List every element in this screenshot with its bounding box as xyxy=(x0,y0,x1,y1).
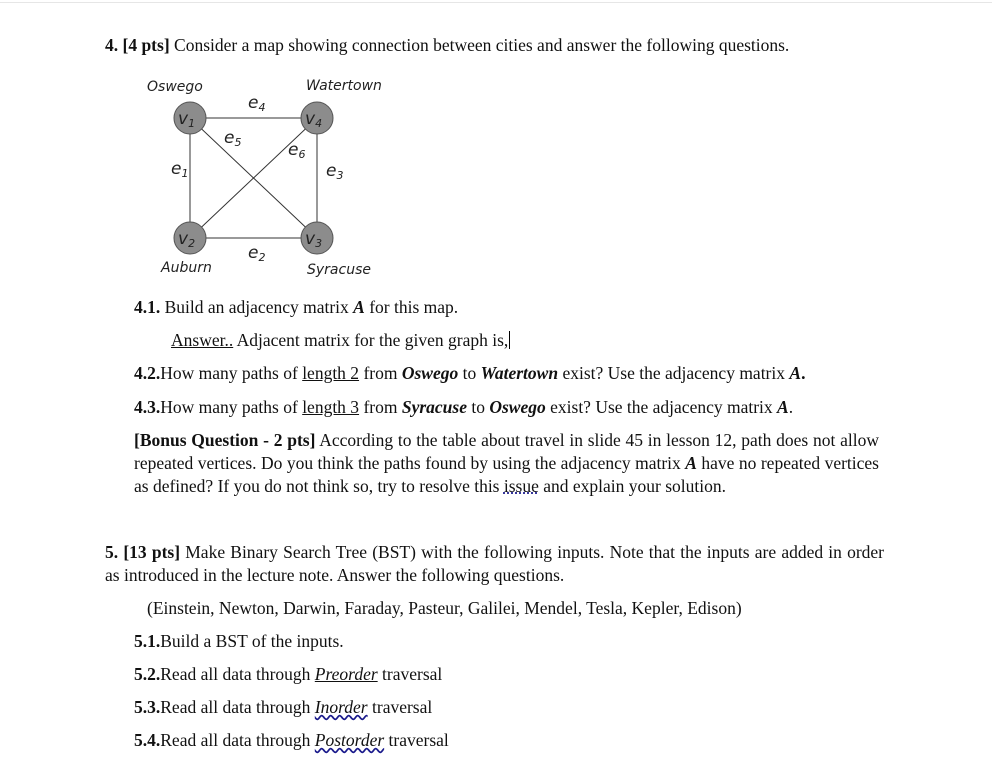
vertex-v3 xyxy=(301,222,333,254)
q5-4-text-a: Read all data through xyxy=(160,730,315,750)
answer-text: Adjacent matrix for the given graph is, xyxy=(233,330,509,350)
q5-3-text-b: traversal xyxy=(367,697,433,717)
edge-label-e5: e5 xyxy=(224,128,242,149)
q4-2-text-d: exist? Use the adjacency matrix xyxy=(558,363,790,383)
q4-3-to: Oswego xyxy=(489,397,546,417)
q5-4-text-b: traversal xyxy=(384,730,449,750)
q5-1-number: 5.1. xyxy=(134,631,161,651)
bonus-text-b: have no repeated vertices as defined? If you do not think so, try to resolve this xyxy=(134,453,879,496)
q4-2-var: A xyxy=(789,363,802,383)
q4-2 xyxy=(134,362,805,384)
q4-points: [4 pts] xyxy=(122,35,170,55)
q4-2-text-b: from xyxy=(359,363,402,383)
q4-1 xyxy=(134,296,458,318)
q4-2-length: length 2 xyxy=(302,363,360,383)
svg-text:v4: v4 xyxy=(305,109,323,130)
svg-text:v2: v2 xyxy=(178,229,196,250)
city-label-syracuse: Syracuse xyxy=(307,262,371,278)
q4-3-var: A xyxy=(777,397,789,417)
bonus-question xyxy=(134,429,879,498)
q4-3 xyxy=(134,396,793,418)
answer-label: Answer.. xyxy=(171,330,234,350)
q5-number: 5. xyxy=(105,542,119,562)
q5-4 xyxy=(134,729,449,751)
q5-points: [13 pts] xyxy=(123,542,181,562)
q5-2-number: 5.2. xyxy=(134,664,161,684)
city-label-oswego: Oswego xyxy=(147,79,203,95)
q4-3-from: Syracuse xyxy=(401,397,467,417)
q4-2-text-c: to xyxy=(458,363,481,383)
q5-prompt: Make Binary Search Tree (BST) with the following inputs. Note that the inputs are added in order as introduced in the lecture note. Answer the following questions. xyxy=(105,542,885,585)
q4-prompt: Consider a map showing connection between cities and answer the following questions. xyxy=(174,35,790,55)
q5-2 xyxy=(134,663,442,685)
q4-1-number: 4.1. xyxy=(134,297,161,317)
vertex-v4 xyxy=(301,102,333,134)
q5-3-number: 5.3. xyxy=(134,697,161,717)
q5-3-term: Inorder xyxy=(314,697,368,717)
q4-3-text-c: to xyxy=(466,397,490,417)
q4-2-number: 4.2. xyxy=(134,363,161,383)
q4-3-text-a: How many paths of xyxy=(160,397,303,417)
svg-text:v3: v3 xyxy=(305,229,323,250)
q5-3-text-a: Read all data through xyxy=(160,697,315,717)
edge-label-e4: e4 xyxy=(248,93,266,114)
q5-1-text: Build a BST of the inputs. xyxy=(160,631,344,651)
q5-1 xyxy=(134,630,344,652)
city-label-auburn: Auburn xyxy=(161,260,212,276)
q4-3-text-d: exist? Use the adjacency matrix xyxy=(545,397,778,417)
q4-2-to: Watertown xyxy=(480,363,559,383)
q4-3-period: . xyxy=(788,397,794,417)
q4-1-text-end: for this map. xyxy=(364,297,459,317)
q4-3-number: 4.3. xyxy=(134,397,161,417)
page-top-border xyxy=(0,2,992,3)
q5-2-text-a: Read all data through xyxy=(160,664,315,684)
bonus-issue-word: issue xyxy=(503,476,539,496)
svg-text:v1: v1 xyxy=(178,109,196,130)
q5-inputs: (Einstein, Newton, Darwin, Faraday, Pasteur, Galilei, Mendel, Tesla, Kepler, Edison) xyxy=(147,598,742,618)
q5-4-number: 5.4. xyxy=(134,730,161,750)
edge-label-e1: e1 xyxy=(171,159,189,180)
q5-4-term: Postorder xyxy=(314,730,385,750)
q5-3 xyxy=(134,696,432,718)
bonus-text-c: and explain your solution. xyxy=(538,476,727,496)
city-graph-diagram xyxy=(140,70,410,285)
vertex-v1 xyxy=(174,102,206,134)
q5-2-text-b: traversal xyxy=(377,664,443,684)
q4-1-text: Build an adjacency matrix xyxy=(164,297,354,317)
q4-1-var: A xyxy=(353,297,365,317)
text-cursor xyxy=(509,331,510,349)
q4-heading xyxy=(105,34,789,56)
q4-2-period: . xyxy=(801,363,806,383)
q4-2-text-a: How many paths of xyxy=(160,363,303,383)
q4-3-text-b: from xyxy=(359,397,402,417)
q4-2-from: Oswego xyxy=(401,363,459,383)
bonus-label: [Bonus Question - 2 pts] xyxy=(134,430,316,450)
q4-number: 4. xyxy=(105,35,119,55)
edge-label-e3: e3 xyxy=(326,161,344,182)
city-label-watertown: Watertown xyxy=(306,78,382,94)
answer-line[interactable] xyxy=(171,329,510,351)
bonus-text-a: According to the table about travel in slide 45 in lesson 12, path does not allow repeated vertices. Do you think the paths found by using the adjacency matrix xyxy=(134,430,879,473)
q5-2-term: Preorder xyxy=(314,664,378,684)
edge-label-e2: e2 xyxy=(248,243,266,264)
edge-label-e6: e6 xyxy=(288,140,306,161)
bonus-var: A xyxy=(685,453,697,473)
q5-heading xyxy=(105,541,884,587)
vertex-v2 xyxy=(174,222,206,254)
q4-3-length: length 3 xyxy=(302,397,360,417)
